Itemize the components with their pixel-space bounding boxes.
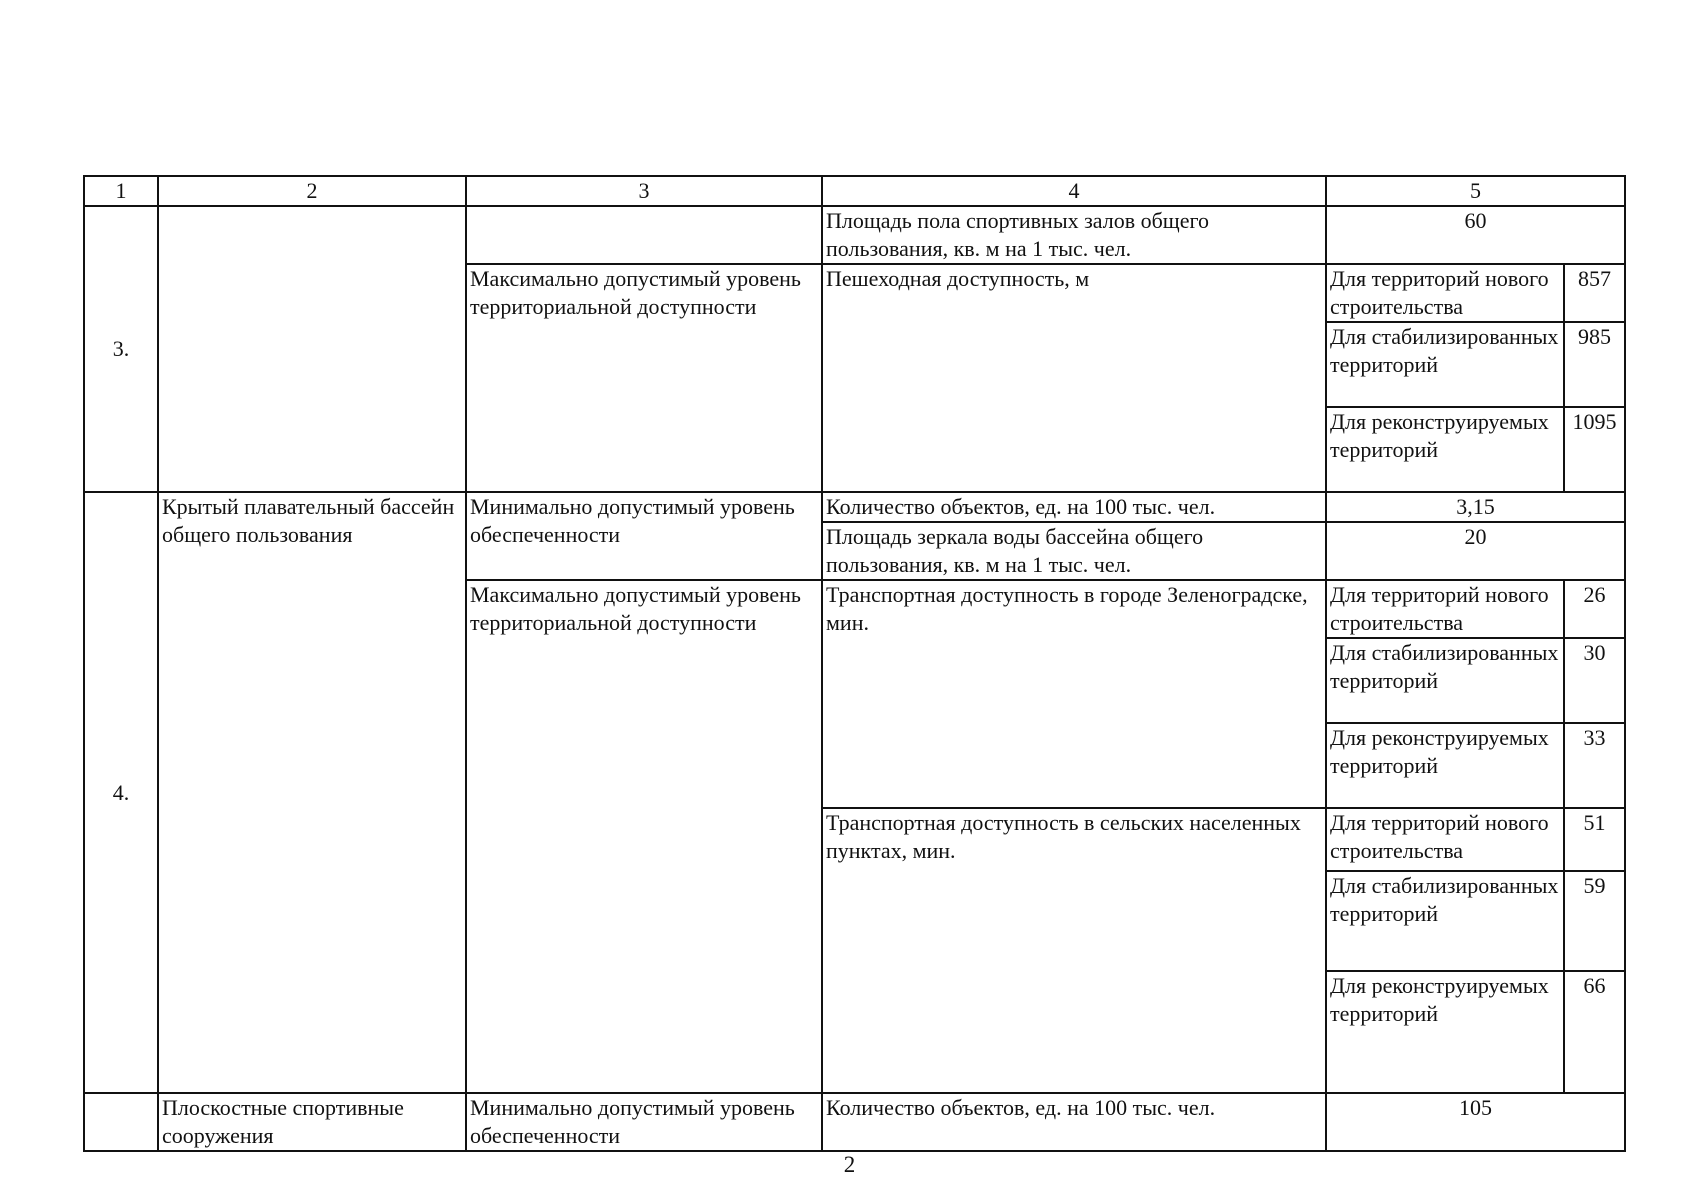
object-cell: Плоскостные спортивные сооружения [158, 1093, 466, 1151]
object-cell: Крытый плавательный бассейн общего пользования [158, 492, 466, 1093]
page-number: 2 [843, 1152, 856, 1177]
header-cell-4: 4 [822, 176, 1326, 206]
territory-label: Для реконструируемых территорий [1326, 723, 1564, 808]
header-cell-3: 3 [466, 176, 822, 206]
indicator-cell: Пешеходная доступность, м [822, 264, 1326, 492]
territory-value: 26 [1564, 580, 1625, 638]
table-row [84, 206, 1625, 264]
value-cell: 3,15 [1326, 492, 1625, 522]
territory-value: 985 [1564, 322, 1625, 407]
territory-value: 857 [1564, 264, 1625, 322]
level-cell: Максимально допустимый уровень территориальной доступности [466, 580, 822, 1093]
indicator-cell: Площадь зеркала воды бассейна общего пользования, кв. м на 1 тыс. чел. [822, 522, 1326, 580]
territory-label: Для стабилизированных территорий [1326, 871, 1564, 971]
territory-label: Для стабилизированных территорий [1326, 322, 1564, 407]
value-cell: 20 [1326, 522, 1625, 580]
territory-value: 66 [1564, 971, 1625, 1093]
territory-value: 59 [1564, 871, 1625, 971]
section-number [84, 1093, 158, 1151]
territory-label: Для территорий нового строительства [1326, 580, 1564, 638]
indicator-cell: Транспортная доступность в городе Зеленоградске, мин. [822, 580, 1326, 808]
value-cell: 105 [1326, 1093, 1625, 1151]
object-cell [158, 206, 466, 492]
territory-value: 1095 [1564, 407, 1625, 492]
table-row [84, 492, 1625, 522]
level-cell: Минимально допустимый уровень обеспеченности [466, 492, 822, 580]
header-cell-2: 2 [158, 176, 466, 206]
norms-table [83, 175, 1626, 1152]
indicator-cell: Площадь пола спортивных залов общего пользования, кв. м на 1 тыс. чел. [822, 206, 1326, 264]
header-cell-5: 5 [1326, 176, 1625, 206]
level-cell [466, 206, 822, 264]
section-number: 3. [84, 206, 158, 492]
level-cell: Максимально допустимый уровень территориальной доступности [466, 264, 822, 492]
indicator-cell: Количество объектов, ед. на 100 тыс. чел. [822, 492, 1326, 522]
indicator-cell: Количество объектов, ед. на 100 тыс. чел. [822, 1093, 1326, 1151]
territory-label: Для реконструируемых территорий [1326, 407, 1564, 492]
territory-value: 33 [1564, 723, 1625, 808]
level-cell: Минимально допустимый уровень обеспеченности [466, 1093, 822, 1151]
indicator-cell: Транспортная доступность в сельских населенных пунктах, мин. [822, 808, 1326, 1093]
territory-value: 51 [1564, 808, 1625, 871]
territory-value: 30 [1564, 638, 1625, 723]
value-cell: 60 [1326, 206, 1625, 264]
table-row [84, 1093, 1625, 1151]
territory-label: Для реконструируемых территорий [1326, 971, 1564, 1093]
header-cell-1: 1 [84, 176, 158, 206]
territory-label: Для территорий нового строительства [1326, 808, 1564, 871]
header-row [84, 176, 1625, 206]
territory-label: Для стабилизированных территорий [1326, 638, 1564, 723]
territory-label: Для территорий нового строительства [1326, 264, 1564, 322]
section-number: 4. [84, 492, 158, 1093]
